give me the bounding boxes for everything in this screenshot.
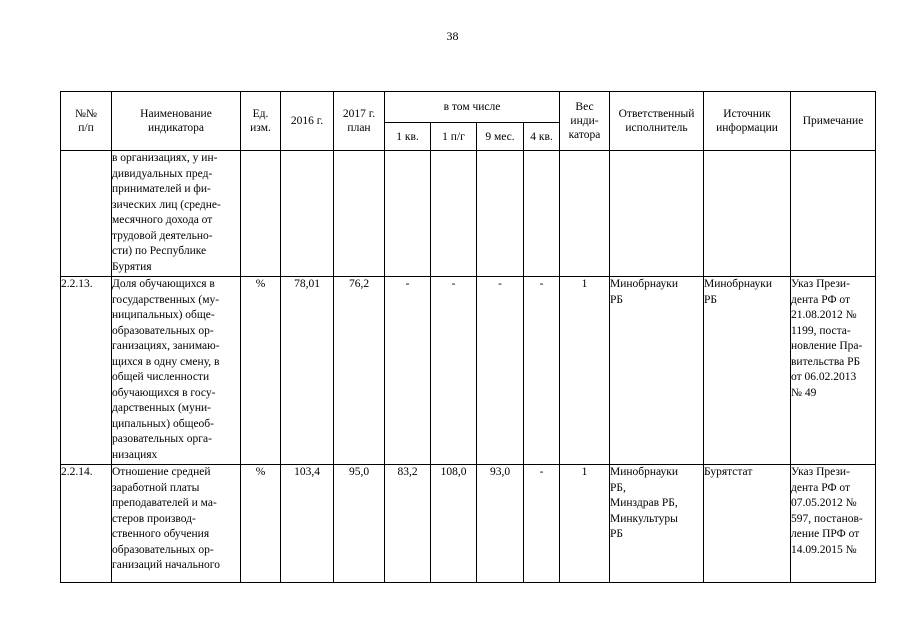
- cell-responsible: Минобрнауки РБ, Минздрав РБ, Минкультуры РБ: [610, 465, 704, 583]
- cell-weight: [560, 151, 610, 277]
- page-number: 38: [446, 29, 459, 43]
- cell-name: Отношение средней заработной платы преподавателей и ма- стеров производ- ственного обучения образовательных ор- ганизаций начального: [112, 465, 241, 583]
- cell-unit: [241, 151, 281, 277]
- cell-source: [704, 151, 791, 277]
- cell-9m: -: [477, 277, 524, 465]
- header-row: [61, 92, 876, 123]
- header-9m: 9 мес.: [477, 123, 524, 151]
- cell-unit: %: [241, 465, 281, 583]
- header-num: №№ п/п: [61, 92, 112, 151]
- cell-9m: [477, 151, 524, 277]
- header-source: Источник информации: [704, 92, 791, 151]
- header-2016: 2016 г.: [281, 92, 334, 151]
- cell-2017: 76,2: [334, 277, 385, 465]
- header-q1: 1 кв.: [385, 123, 431, 151]
- header-note: Примечание: [791, 92, 876, 151]
- cell-unit: %: [241, 277, 281, 465]
- cell-name: Доля обучающихся в государственных (му- ниципальных) обще- образовательных ор- ганизациях, занимаю- щихся в одну смену, в общей численности обучающихся в госу- дарственных (муни- ципальных) общеоб- разовательных орга- низациях: [112, 277, 241, 465]
- cell-2016: [281, 151, 334, 277]
- cell-num: 2.2.14.: [61, 465, 112, 583]
- cell-q4: -: [524, 465, 560, 583]
- cell-9m: 93,0: [477, 465, 524, 583]
- header-unit: Ед. изм.: [241, 92, 281, 151]
- cell-name: в организациях, у ин- дивидуальных пред- принимателей и фи- зических лиц (средне- месячного дохода от трудовой деятельно- сти) по Республике Бурятия: [112, 151, 241, 277]
- header-responsible: Ответственный исполнитель: [610, 92, 704, 151]
- header-2017-plan: 2017 г. план: [334, 92, 385, 151]
- cell-num: 2.2.13.: [61, 277, 112, 465]
- cell-weight: 1: [560, 277, 610, 465]
- cell-responsible: [610, 151, 704, 277]
- cell-2017: 95,0: [334, 465, 385, 583]
- table-row: [61, 151, 876, 277]
- cell-h1: [431, 151, 477, 277]
- indicator-table: [60, 91, 876, 583]
- cell-q1: 83,2: [385, 465, 431, 583]
- header-h1: 1 п/г: [431, 123, 477, 151]
- cell-weight: 1: [560, 465, 610, 583]
- header-including: в том числе: [385, 92, 560, 123]
- cell-h1: 108,0: [431, 465, 477, 583]
- cell-q4: -: [524, 277, 560, 465]
- cell-source: Минобрнауки РБ: [704, 277, 791, 465]
- cell-note: Указ Прези- дента РФ от 07.05.2012 № 597, постанов- ление ПРФ от 14.09.2015 №: [791, 465, 876, 583]
- cell-note: [791, 151, 876, 277]
- cell-q1: -: [385, 277, 431, 465]
- cell-source: Бурятстат: [704, 465, 791, 583]
- cell-2016: 78,01: [281, 277, 334, 465]
- cell-responsible: Минобрнауки РБ: [610, 277, 704, 465]
- header-q4: 4 кв.: [524, 123, 560, 151]
- table-row: [61, 277, 876, 465]
- table-row: [61, 465, 876, 583]
- header-weight: Вес инди- катора: [560, 92, 610, 151]
- cell-num: [61, 151, 112, 277]
- cell-q1: [385, 151, 431, 277]
- cell-q4: [524, 151, 560, 277]
- cell-h1: -: [431, 277, 477, 465]
- cell-2017: [334, 151, 385, 277]
- cell-2016: 103,4: [281, 465, 334, 583]
- header-name: Наименование индикатора: [112, 92, 241, 151]
- cell-note: Указ Прези- дента РФ от 21.08.2012 № 1199, поста- новление Пра- вительства РБ от 06.02.2013 № 49: [791, 277, 876, 465]
